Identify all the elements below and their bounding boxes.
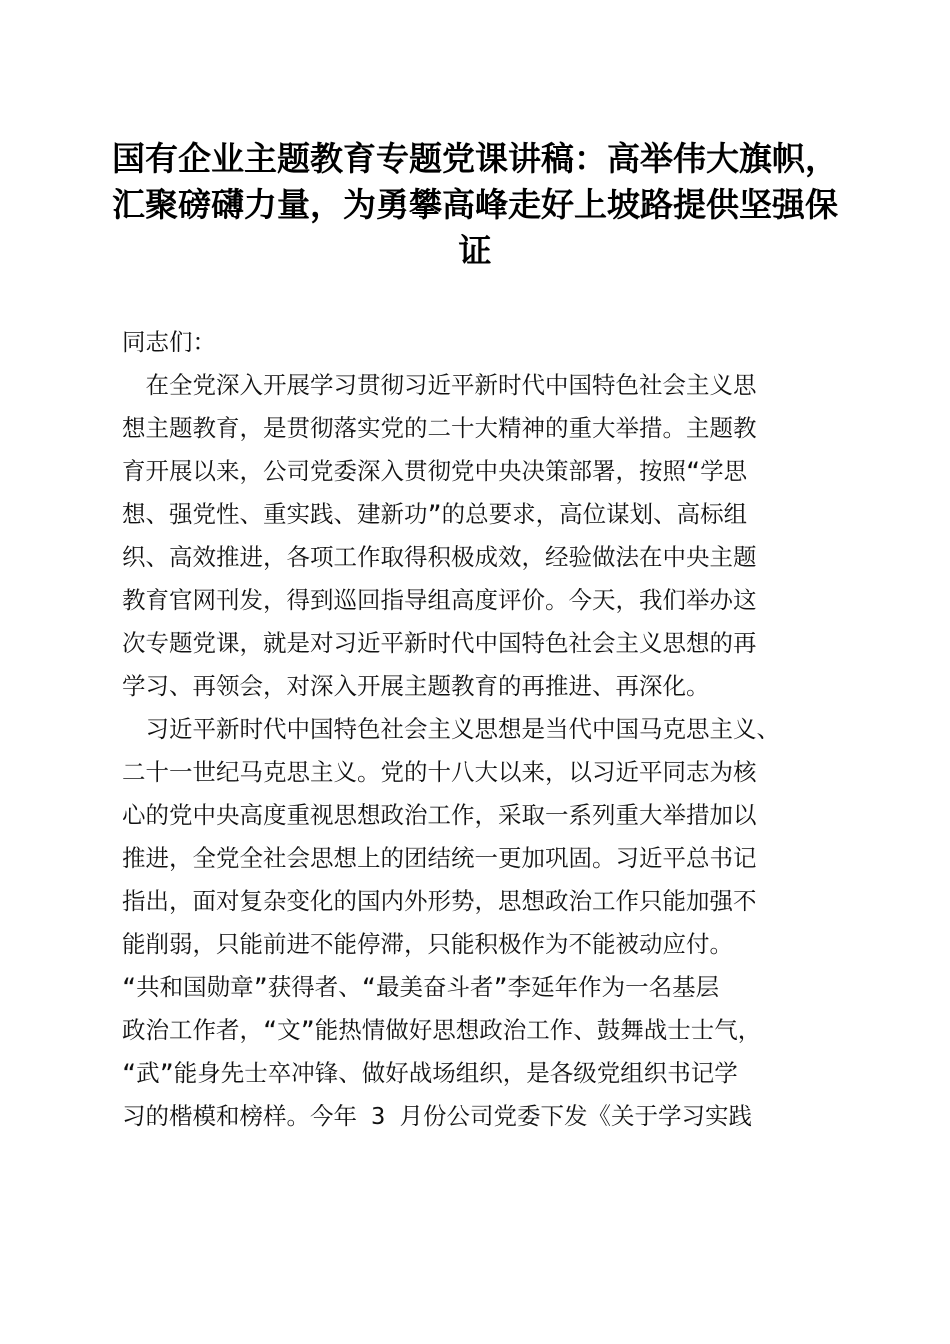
body-line-4: 想、强党性、重实践、建新功”的总要求，高位谋划、高标组 [122, 500, 748, 528]
body-line-15: “共和国勋章”获得者、“最美奋斗者”李延年作为一名基层 [122, 973, 720, 1001]
body-line-13: 指出，面对复杂变化的国内外形势，思想政治工作只能加强不 [122, 887, 757, 915]
body-line-18: 习的楷模和榜样。今年 3 月份公司党委下发《关于学习实践 [122, 1102, 752, 1130]
body-line-11: 心的党中央高度重视思想政治工作，采取一系列重大举措加以 [122, 801, 757, 829]
body-line-14: 能削弱，只能前进不能停滞，只能积极作为不能被动应付。 [122, 930, 733, 958]
body-line-7: 次专题党课，就是对习近平新时代中国特色社会主义思想的再 [122, 629, 757, 657]
body-line-6: 教育官网刊发，得到巡回指导组高度评价。今天，我们举办这 [122, 586, 757, 614]
body-line-3: 育开展以来，公司党委深入贯彻党中央决策部署，按照“学思 [122, 457, 748, 485]
body-line-16: 政治工作者，“文”能热情做好思想政治工作、鼓舞战士士气， [122, 1016, 762, 1044]
greeting-line: 同志们： [122, 328, 216, 356]
body-line-8: 学习、再领会，对深入开展主题教育的再推进、再深化。 [122, 672, 710, 700]
body-line-10: 二十一世纪马克思主义。党的十八大以来，以习近平同志为核 [122, 758, 757, 786]
body-line-9: 习近平新时代中国特色社会主义思想是当代中国马克思主义、 [122, 715, 780, 743]
body-line-2: 想主题教育，是贯彻落实党的二十大精神的重大举措。主题教 [122, 414, 757, 442]
body-line-1: 在全党深入开展学习贯彻习近平新时代中国特色社会主义思 [122, 371, 757, 399]
body-line-17: “武”能身先士卒冲锋、做好战场组织，是各级党组织书记学 [122, 1059, 738, 1087]
body-line-5: 织、高效推进，各项工作取得积极成效，经验做法在中央主题 [122, 543, 757, 571]
document-title: 国有企业主题教育专题党课讲稿：高举伟大旗帜，汇聚磅礴力量，为勇攀高峰走好上坡路提供坚强保证 [112, 139, 838, 270]
body-line-12: 推进，全党全社会思想上的团结统一更加巩固。习近平总书记 [122, 844, 757, 872]
